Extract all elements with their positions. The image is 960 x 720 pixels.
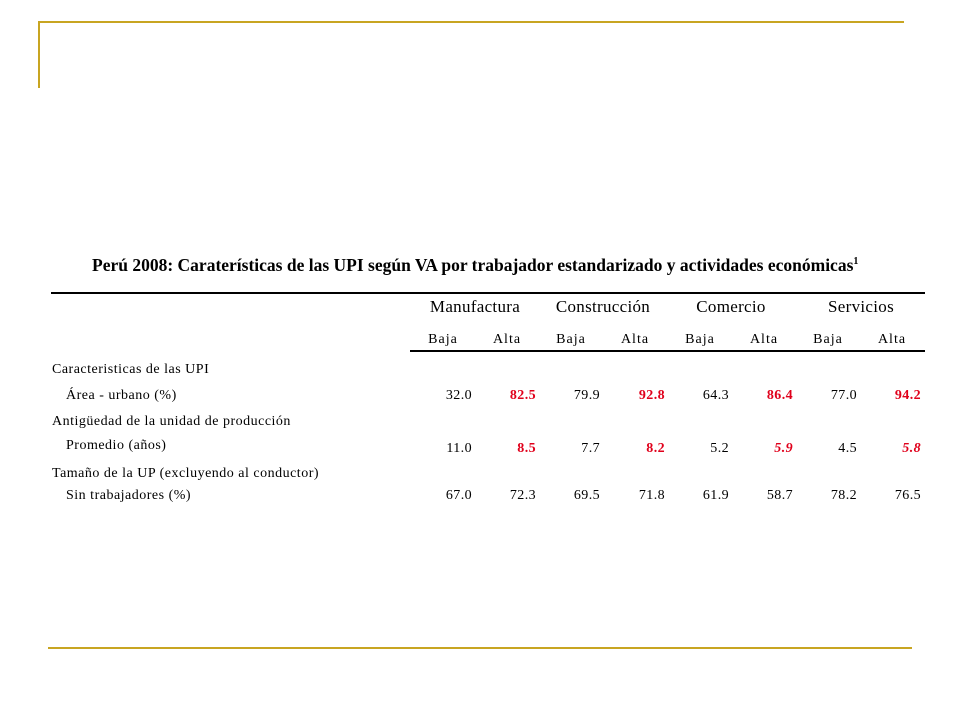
table-cell: 76.5 — [894, 488, 921, 503]
table-cell: 64.3 — [702, 388, 729, 403]
group-header-servicios: Servicios — [828, 297, 894, 316]
slide-frame-left-line — [38, 21, 40, 88]
section-label-caracteristicas: Caracteristicas de las UPI — [52, 362, 210, 377]
row-label-sin-trabajadores: Sin trabajadores (%) — [66, 488, 192, 503]
table-cell-highlight: 94.2 — [894, 388, 921, 403]
table-cell: 11.0 — [446, 441, 472, 456]
table-top-rule — [51, 292, 925, 294]
subheader-comercio-alta: Alta — [749, 332, 779, 347]
subheader-construccion-alta: Alta — [620, 332, 650, 347]
slide-frame-bottom-line — [48, 647, 912, 649]
table-title-text: Perú 2008: Caraterísticas de las UPI según VA por trabajador estandarizado y actividades económicas — [92, 255, 854, 275]
table-title — [92, 255, 858, 276]
table-cell-highlight: 82.5 — [509, 388, 536, 403]
section-label-antiguedad: Antigüedad de la unidad de producción — [52, 414, 291, 429]
table-cell: 71.8 — [638, 488, 665, 503]
row-label-area-urbano: Área - urbano (%) — [66, 388, 177, 403]
table-cell: 32.0 — [445, 388, 472, 403]
subheader-servicios-baja: Baja — [813, 332, 843, 347]
group-header-comercio: Comercio — [696, 297, 766, 316]
table-cell: 58.7 — [766, 488, 793, 503]
table-cell: 4.5 — [838, 441, 857, 456]
table-cell-highlight: 86.4 — [766, 388, 793, 403]
section-label-tamano: Tamaño de la UP (excluyendo al conductor) — [52, 466, 320, 481]
subheader-comercio-baja: Baja — [685, 332, 715, 347]
table-cell: 67.0 — [445, 488, 472, 503]
slide-frame-top-line — [38, 21, 904, 23]
table-cell: 61.9 — [702, 488, 729, 503]
subheader-manufactura-baja: Baja — [428, 332, 458, 347]
group-header-construccion: Construcción — [555, 297, 651, 316]
row-label-promedio: Promedio (años) — [66, 438, 167, 453]
group-header-manufactura: Manufactura — [429, 297, 521, 316]
table-cell: 7.7 — [581, 441, 600, 456]
table-cell: 78.2 — [830, 488, 857, 503]
table-cell-highlight: 5.8 — [902, 441, 921, 456]
table-cell: 69.5 — [573, 488, 600, 503]
table-cell: 77.0 — [830, 388, 857, 403]
table-cell: 5.2 — [710, 441, 729, 456]
table-header-rule — [410, 350, 925, 352]
table-cell-highlight: 8.2 — [646, 441, 665, 456]
table-cell: 79.9 — [573, 388, 600, 403]
subheader-manufactura-alta: Alta — [492, 332, 522, 347]
table-cell-highlight: 92.8 — [638, 388, 665, 403]
title-footnote-marker: 1 — [853, 256, 859, 267]
table-cell-highlight: 5.9 — [774, 441, 793, 456]
table-cell: 72.3 — [509, 488, 536, 503]
subheader-servicios-alta: Alta — [877, 332, 907, 347]
table-cell-highlight: 8.5 — [517, 441, 536, 456]
subheader-construccion-baja: Baja — [556, 332, 586, 347]
